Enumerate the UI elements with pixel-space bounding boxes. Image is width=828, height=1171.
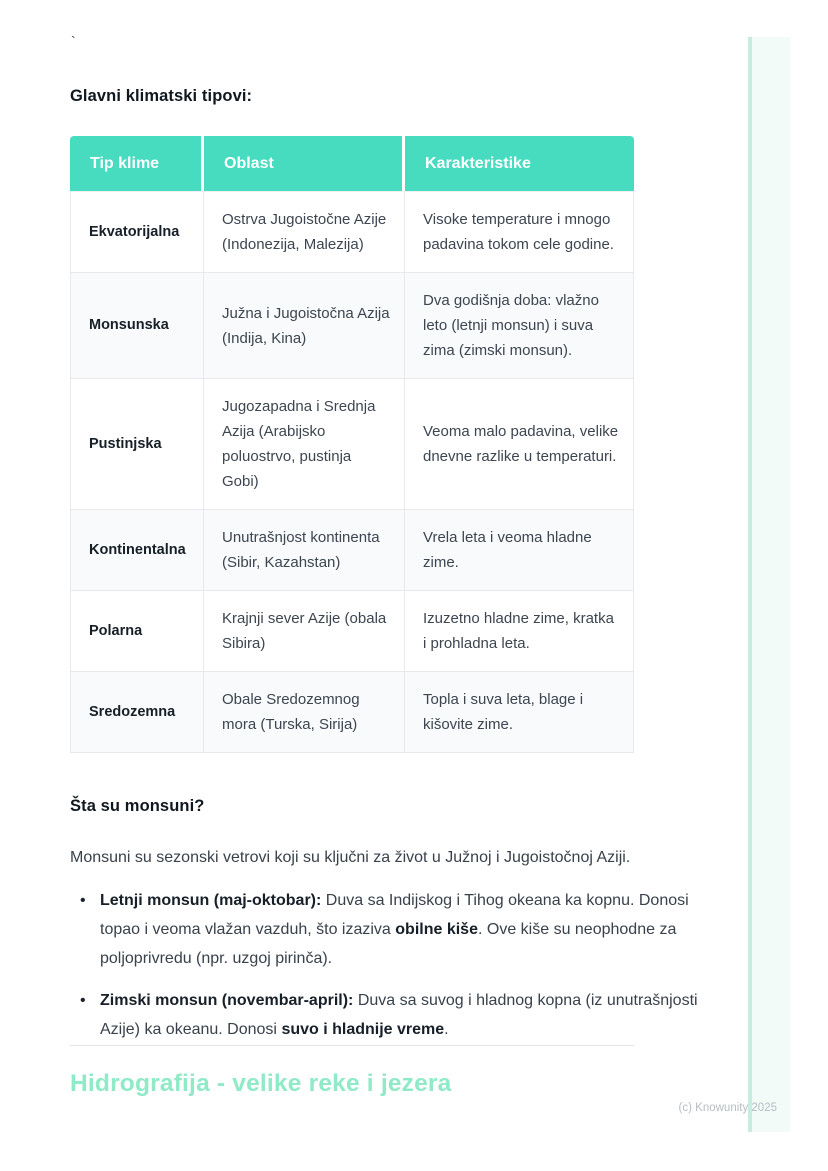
- table-row: [70, 591, 634, 672]
- cell-oblast: Jugozapadna i Srednja Azija (Arabijsko poluostrvo, pustinja Gobi): [204, 379, 405, 510]
- cell-oblast: Južna i Jugoistočna Azija (Indija, Kina): [204, 273, 405, 379]
- cell-tip: Sredozemna: [70, 672, 204, 753]
- monsoon-list: [70, 886, 714, 1057]
- list-item-text: .: [444, 1021, 449, 1038]
- cell-oblast: Unutrašnjost kontinenta (Sibir, Kazahstan): [204, 510, 405, 591]
- table-row: [70, 672, 634, 753]
- copyright-notice: (c) Knowunity 2025: [678, 1102, 777, 1114]
- list-item-lead-bold: Letnji monsun (maj-oktobar):: [100, 892, 322, 909]
- cell-tip: Pustinjska: [70, 379, 204, 510]
- header-cell-oblast: Oblast: [204, 136, 405, 191]
- list-item-text: Duva sa Indijskog i Tihog okeana ka kopnu. Donosi topao i veoma vlažan vazduh, što izaziva: [100, 892, 689, 938]
- section-divider: [70, 1045, 634, 1046]
- bullet-icon: •: [80, 992, 86, 1009]
- cell-karakteristike: Visoke temperature i mnogo padavina tokom cele godine.: [405, 191, 634, 273]
- cell-tip: Polarna: [70, 591, 204, 672]
- stray-backtick: `: [71, 33, 76, 49]
- cell-karakteristike: Dva godišnja doba: vlažno leto (letnji monsun) i suva zima (zimski monsun).: [405, 273, 634, 379]
- list-item-lead-bold: Zimski monsun (novembar-april):: [100, 992, 354, 1009]
- table-row: [70, 379, 634, 510]
- table-row: [70, 273, 634, 379]
- cell-tip: Kontinentalna: [70, 510, 204, 591]
- page-edge-strip: [748, 37, 790, 1132]
- list-item: [70, 986, 714, 1044]
- cell-karakteristike: Izuzetno hladne zime, kratka i prohladna leta.: [405, 591, 634, 672]
- cell-karakteristike: Vrela leta i veoma hladne zime.: [405, 510, 634, 591]
- cell-karakteristike: Veoma malo padavina, velike dnevne razlike u temperaturi.: [405, 379, 634, 510]
- climate-table: [70, 136, 634, 753]
- section-heading-monsuni: Šta su monsuni?: [70, 797, 205, 815]
- main-heading-hidrografija: Hidrografija - velike reke i jezera: [70, 1070, 452, 1097]
- list-item-text: . Ove kiše su neophodne za poljoprivredu (npr. uzgoj pirinča).: [100, 921, 677, 967]
- table-row: [70, 191, 634, 273]
- cell-oblast: Obale Sredozemnog mora (Turska, Sirija): [204, 672, 405, 753]
- list-item: [70, 886, 714, 973]
- header-cell-tip-klime: Tip klime: [70, 136, 204, 191]
- header-row: [70, 136, 634, 191]
- list-item-text: Duva sa suvog i hladnog kopna (iz unutrašnjosti Azije) ka okeanu. Donosi: [100, 992, 698, 1038]
- list-item-mid-bold: obilne kiše: [395, 921, 478, 938]
- table-row: [70, 510, 634, 591]
- header-cell-karakteristike: Karakteristike: [405, 136, 634, 191]
- climate-table-header: [70, 136, 634, 191]
- cell-tip: Monsunska: [70, 273, 204, 379]
- monsoon-intro-paragraph: Monsuni su sezonski vetrovi koji su ključni za život u Južnoj i Jugoistočnoj Aziji.: [70, 849, 631, 866]
- section-heading-klimatski-tipovi: Glavni klimatski tipovi:: [70, 87, 253, 105]
- bullet-icon: •: [80, 892, 86, 909]
- cell-karakteristike: Topla i suva leta, blage i kišovite zime.: [405, 672, 634, 753]
- cell-oblast: Krajnji sever Azije (obala Sibira): [204, 591, 405, 672]
- cell-tip: Ekvatorijalna: [70, 191, 204, 273]
- list-item-mid-bold: suvo i hladnije vreme: [281, 1021, 445, 1038]
- cell-oblast: Ostrva Jugoistočne Azije (Indonezija, Malezija): [204, 191, 405, 273]
